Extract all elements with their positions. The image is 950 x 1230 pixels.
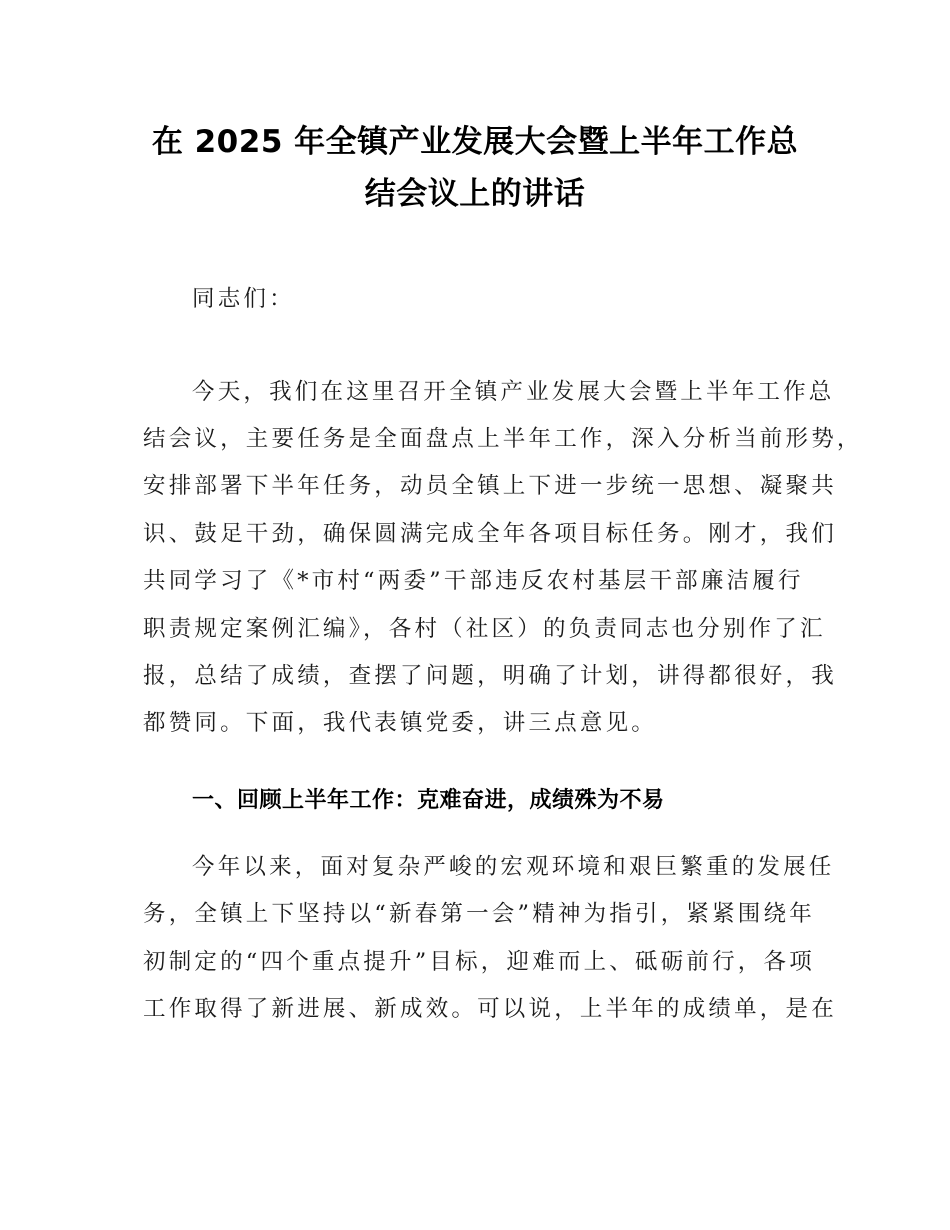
title-line-1: 在 2025 年全镇产业发展大会暨上半年工作总 xyxy=(151,124,799,160)
paragraph-line: 工作取得了新进展、新成效。可以说，上半年的成绩单，是在 xyxy=(143,996,837,1022)
paragraph-line: 务，全镇上下坚持以“新春第一会”精神为指引，紧紧围绕年 xyxy=(143,901,815,927)
paragraph-line: 都赞同。下面，我代表镇党委，讲三点意见。 xyxy=(143,710,658,736)
paragraph-line: 今天，我们在这里召开全镇产业发展大会暨上半年工作总 xyxy=(192,379,835,405)
paragraph-line: 职责规定案例汇编》，各村（社区）的负责同志也分别作了汇 xyxy=(143,616,826,642)
paragraph-line: 初制定的“四个重点提升”目标，迎难而上、砥砺前行，各项 xyxy=(143,949,815,975)
title-line-2: 结会议上的讲话 xyxy=(364,176,586,212)
paragraph-line: 识、鼓足干劲，确保圆满完成全年各项目标任务。刚才，我们 xyxy=(143,521,837,547)
document-title xyxy=(120,116,830,220)
section-heading: 一、回顾上半年工作：克难奋进，成绩殊为不易 xyxy=(192,788,665,813)
paragraph-line: 报，总结了成绩，查摆了问题，明确了计划，讲得都很好，我 xyxy=(143,663,837,689)
salutation: 同志们： xyxy=(192,286,295,312)
paragraph-line: 共同学习了《*市村“两委”干部违反农村基层干部廉洁履行 xyxy=(143,568,804,594)
paragraph-line: 结会议，主要任务是全面盘点上半年工作，深入分析当前形势， xyxy=(143,426,863,452)
paragraph-line: 今年以来，面对复杂严峻的宏观环境和艰巨繁重的发展任 xyxy=(192,854,835,880)
paragraph-line: 安排部署下半年任务，动员全镇上下进一步统一思想、凝聚共 xyxy=(143,473,837,499)
